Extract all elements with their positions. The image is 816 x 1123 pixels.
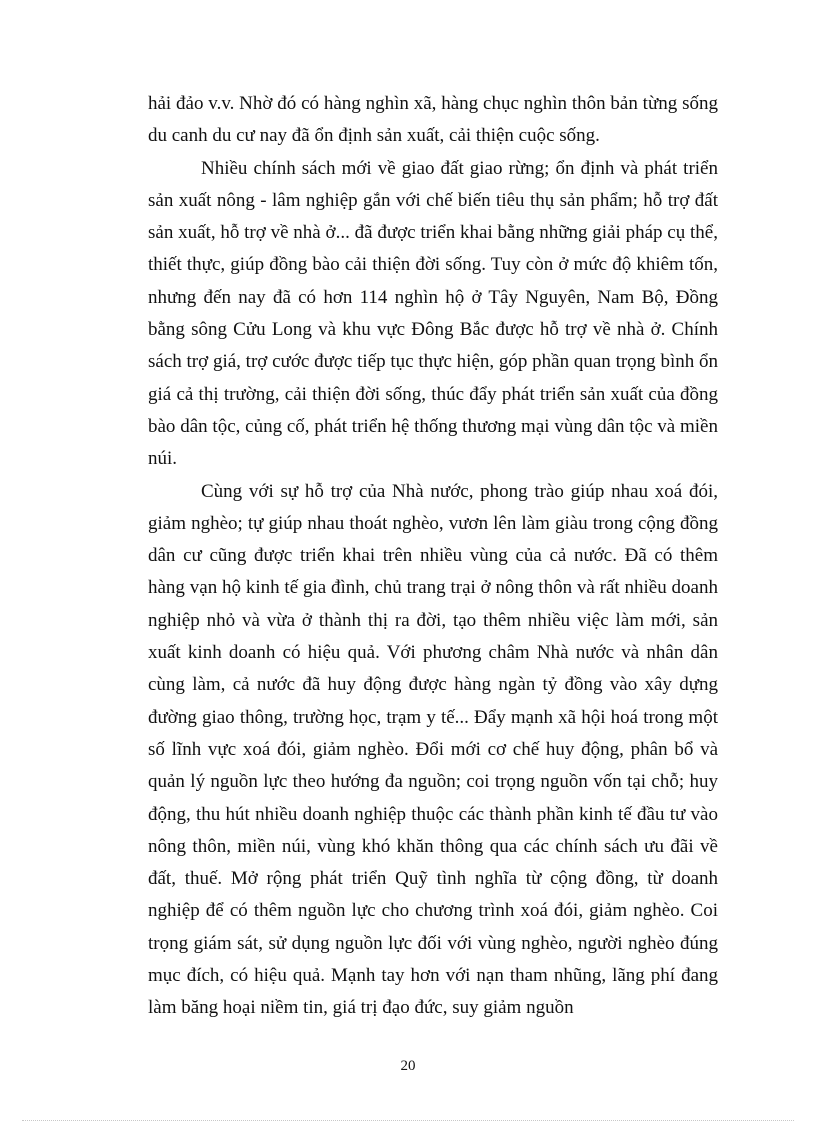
body-text bbox=[148, 88, 718, 1025]
page-bottom-divider bbox=[22, 1120, 794, 1121]
paragraph-poverty-reduction: Cùng với sự hỗ trợ của Nhà nước, phong trào giúp nhau xoá đói, giảm nghèo; tự giúp nhau thoát nghèo, vươn lên làm giàu trong cộng đồng dân cư cũng được triển khai trên nhiều vùng của cả nước. Đã có thêm hàng vạn hộ kinh tế gia đình, chủ trang trại ở nông thôn và rất nhiều doanh nghiệp nhỏ và vừa ở thành thị ra đời, tạo thêm nhiều việc làm mới, sản xuất kinh doanh có hiệu quả. Với phương châm Nhà nước và nhân dân cùng làm, cả nước đã huy động được hàng ngàn tỷ đồng vào xây dựng đường giao thông, trường học, trạm y tế... Đẩy mạnh xã hội hoá trong một số lĩnh vực xoá đói, giảm nghèo. Đổi mới cơ chế huy động, phân bổ và quản lý nguồn lực theo hướng đa nguồn; coi trọng nguồn vốn tại chỗ; huy động, thu hút nhiều doanh nghiệp thuộc các thành phần kinh tế đầu tư vào nông thôn, miền núi, vùng khó khăn thông qua các chính sách ưu đãi về đất, thuế. Mở rộng phát triển Quỹ tình nghĩa từ cộng đồng, từ doanh nghiệp để có thêm nguồn lực cho chương trình xoá đói, giảm nghèo. Coi trọng giám sát, sử dụng nguồn lực đối với vùng nghèo, người nghèo đúng mục đích, có hiệu quả. Mạnh tay hơn với nạn tham nhũng, lãng phí đang làm băng hoại niềm tin, giá trị đạo đức, suy giảm nguồn bbox=[148, 480, 718, 1019]
paragraph-continuation: hải đảo v.v. Nhờ đó có hàng nghìn xã, hàng chục nghìn thôn bản từng sống du canh du cư nay đã ổn định sản xuất, cải thiện cuộc sống. bbox=[148, 93, 718, 147]
page-number: 20 bbox=[400, 1058, 416, 1074]
paragraph-land-policy: Nhiều chính sách mới về giao đất giao rừng; ổn định và phát triển sản xuất nông - lâm nghiệp gắn với chế biến tiêu thụ sản phẩm; hỗ trợ đất sản xuất, hỗ trợ về nhà ở... đã được triển khai bằng những giải pháp cụ thể, thiết thực, giúp đồng bào cải thiện đời sống. Tuy còn ở mức độ khiêm tốn, nhưng đến nay đã có hơn 114 nghìn hộ ở Tây Nguyên, Nam Bộ, Đồng bằng sông Cửu Long và khu vực Đông Bắc được hỗ trợ về nhà ở. Chính sách trợ giá, trợ cước được tiếp tục thực hiện, góp phần quan trọng bình ổn giá cả thị trường, cải thiện đời sống, thúc đẩy phát triển sản xuất của đồng bào dân tộc, củng cố, phát triển hệ thống thương mại vùng dân tộc và miền núi. bbox=[148, 157, 718, 470]
